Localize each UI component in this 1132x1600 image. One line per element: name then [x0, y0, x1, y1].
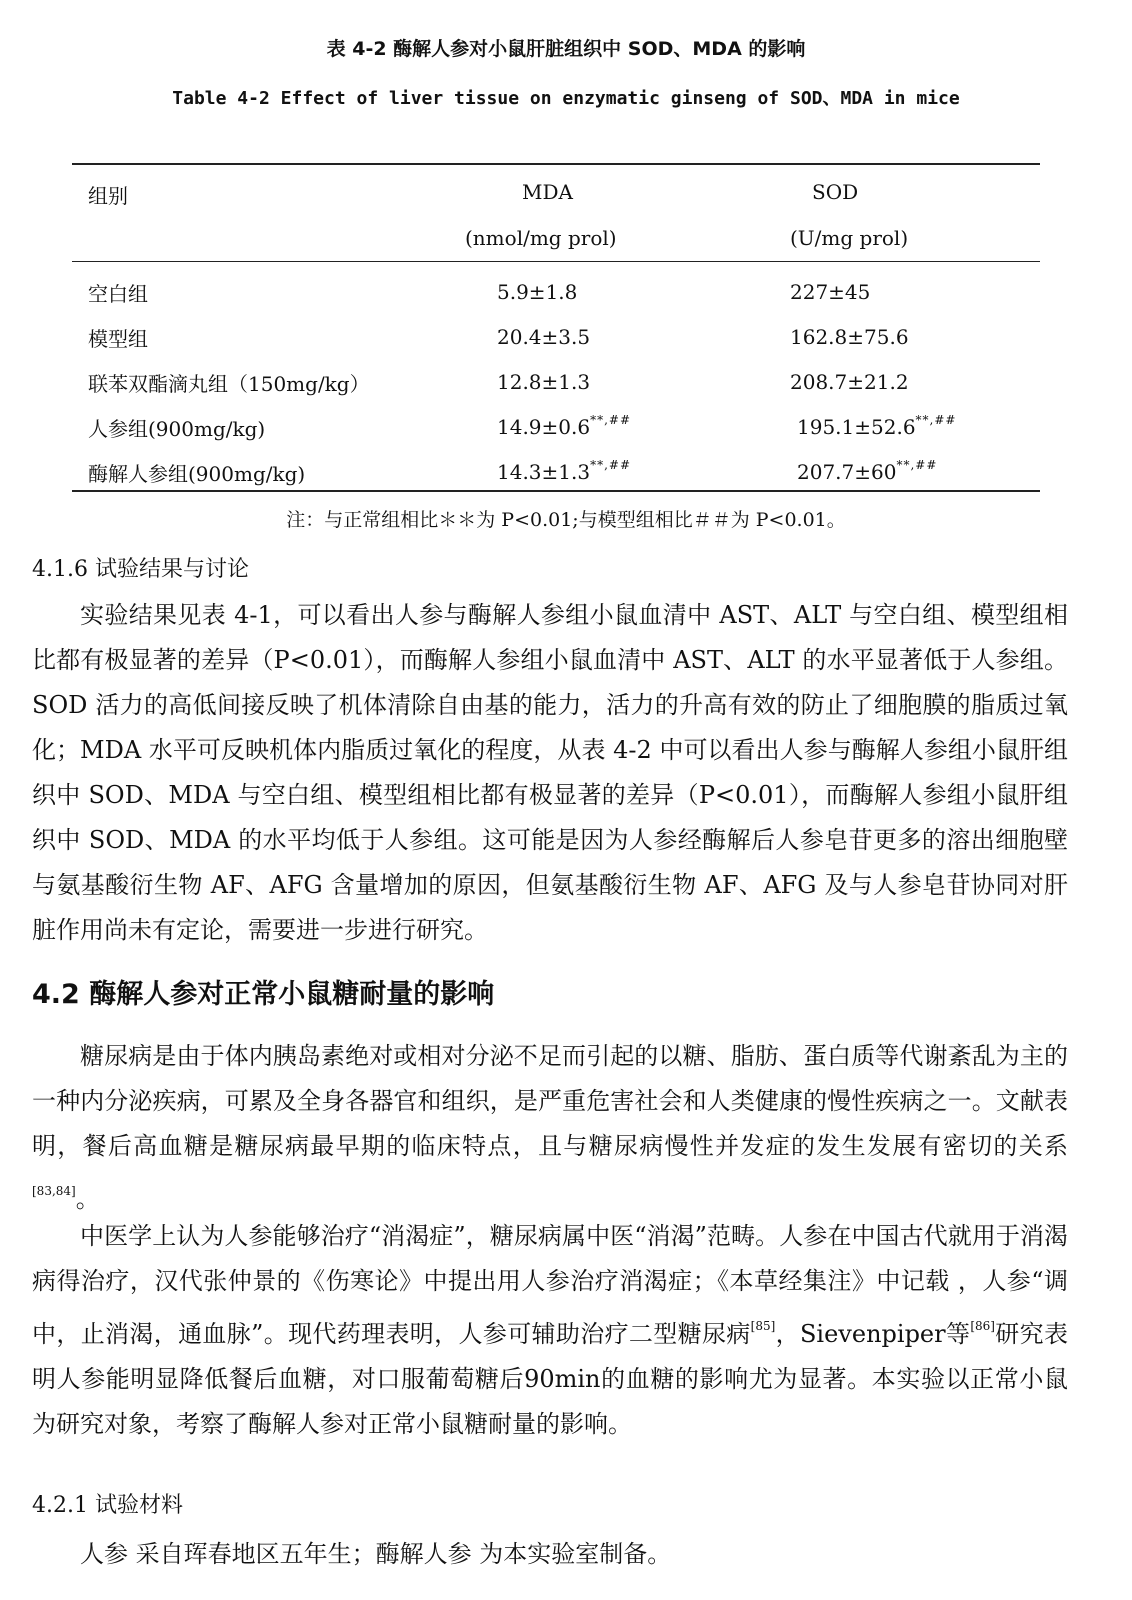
section-heading-4-1-6: 4.1.6 试验结果与讨论: [32, 557, 249, 582]
row-sod: 195.1±52.6**,##: [797, 413, 957, 439]
header-mda-unit: (nmol/mg prol): [465, 226, 617, 250]
row-sod: 208.7±21.2: [790, 370, 909, 394]
row-sod: 162.8±75.6: [790, 325, 909, 349]
row-mda: 12.8±1.3: [497, 370, 591, 394]
row-group: 人参组(900mg/kg): [88, 417, 266, 441]
citation-83-84: [83,84]: [32, 1184, 76, 1198]
table-top-rule: [72, 163, 1040, 165]
row-mda: 5.9±1.8: [497, 280, 578, 304]
paragraph-tcm-ginseng: 中医学上认为人参能够治疗“消渴症”，糖尿病属中医“消渴”范畴。人参在中国古代就用于消渴病得治疗，汉代张仲景的《伤寒论》中提出用人参治疗消渴症；《本草经集注》中记载 ，人参“调中，止消渴，通血脉”。现代药理表明，人参可辅助治疗二型糖尿病[85]，Sievenpiper等[86]研究表明人参能明显降低餐后血糖，对口服葡萄糖后90min的血糖的影响尤为显著。本实验以正常小鼠为研究对象，考察了酶解人参对正常小鼠糖耐量的影响。: [32, 1222, 1068, 1438]
row-sod: 207.7±60**,##: [797, 458, 938, 484]
row-mda: 20.4±3.5: [497, 325, 591, 349]
row-mda: 14.9±0.6**,##: [497, 413, 632, 439]
row-group: 空白组: [88, 282, 148, 306]
table-header-rule: [72, 261, 1040, 262]
header-sod-unit: (U/mg prol): [790, 226, 909, 250]
header-mda: MDA: [522, 180, 573, 204]
table-caption-cn: 表 4-2 酶解人参对小鼠肝脏组织中 SOD、MDA 的影响: [326, 38, 806, 60]
table-note: 注：与正常组相比＊＊为 P<0.01;与模型组相比＃＃为 P<0.01。: [286, 509, 846, 531]
paragraph-diabetes-intro: 糖尿病是由于体内胰岛素绝对或相对分泌不足而引起的以糖、脂肪、蛋白质等代谢紊乱为主的一种内分泌疾病，可累及全身各器官和组织，是严重危害社会和人类健康的慢性疾病之一。文献表明，餐后高血糖是糖尿病最早期的临床特点，且与糖尿病慢性并发症的发生发展有密切的关系[83,84]。: [32, 1042, 1068, 1213]
table-caption-en: Table 4-2 Effect of liver tissue on enzymatic ginseng of SOD、MDA in mice: [172, 88, 960, 109]
header-sod: SOD: [812, 180, 859, 204]
row-group: 酶解人参组(900mg/kg): [88, 462, 306, 486]
row-mda: 14.3±1.3**,##: [497, 458, 632, 484]
citation-85: [85]: [750, 1319, 776, 1333]
materials-line: 人参 采自珲春地区五年生；酶解人参 为本实验室制备。: [80, 1540, 672, 1568]
section-heading-4-2: 4.2 酶解人参对正常小鼠糖耐量的影响: [32, 979, 495, 1010]
paragraph-results-discussion: 实验结果见表 4-1，可以看出人参与酶解人参组小鼠血清中 AST、ALT 与空白组、模型组相比都有极显著的差异（P<0.01），而酶解人参组小鼠血清中 AST、ALT 的水平显著低于人参组。SOD 活力的高低间接反映了机体清除自由基的能力，活力的升高有效的防止了细胞膜的脂质过氧化；MDA 水平可反映机体内脂质过氧化的程度，从表 4-2 中可以看出人参与酶解人参组小鼠肝组织中 SOD、MDA 与空白组、模型组相比都有极显著的差异（P<0.01），而酶解人参组小鼠肝组织中 SOD、MDA 的水平均低于人参组。这可能是因为人参经酶解后人参皂苷更多的溶出细胞壁与氨基酸衍生物 AF、AFG 含量增加的原因，但氨基酸衍生物 AF、AFG 及与人参皂苷协同对肝脏作用尚未有定论，需要进一步进行研究。: [32, 601, 1068, 944]
row-group: 模型组: [88, 327, 148, 351]
section-heading-4-2-1: 4.2.1 试验材料: [32, 1493, 183, 1518]
citation-86: [86]: [970, 1319, 995, 1333]
row-group: 联苯双酯滴丸组（150mg/kg）: [88, 372, 370, 396]
header-group: 组别: [88, 184, 128, 208]
row-sod: 227±45: [790, 280, 871, 304]
table-bottom-rule: [72, 490, 1040, 492]
